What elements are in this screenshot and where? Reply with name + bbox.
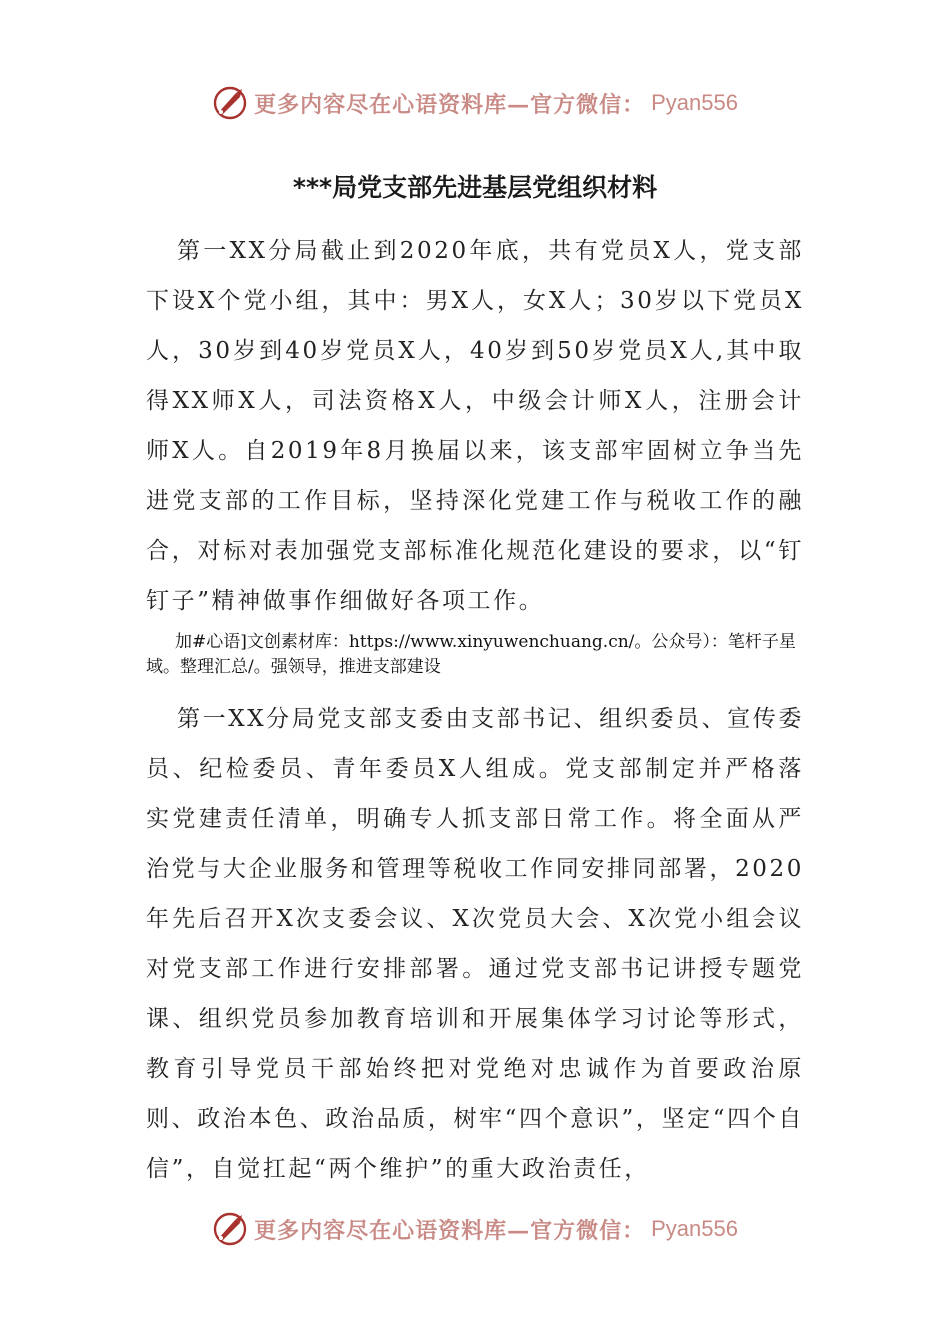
wechat-id: Pyan556 <box>651 1216 738 1241</box>
banner-text: 更多内容尽在心语资料库—官方微信： <box>254 1217 646 1244</box>
banner-text: 更多内容尽在心语资料库—官方微信： <box>254 91 646 118</box>
document-title: ***局党支部先进基层党组织材料 <box>292 173 658 202</box>
quill-pen-logo-icon <box>212 85 248 121</box>
wechat-id: Pyan556 <box>651 90 738 115</box>
paragraph-2: 第一XX分局党支部支委由支部书记、组织委员、宣传委员、纪检委员、青年委员X人组成。党支部制定并严格落实党建责任清单，明确专人抓支部日常工作。将全面从严治党与大企业服务和管理等税收工作同安排同部署，2020年先后召开X次支委会议、X次党员大会、X次党小组会议对党支部工作进行安排部署。通过党支部书记讲授专题党课、组织党员参加教育培训和开展集体学习讨论等形式，教育引导党员干部始终把对党绝对忠诚作为首要政治原则、政治本色、政治品质，树牢“四个意识”，坚定“四个自信”，自觉扛起“两个维护”的重大政治责任， <box>146 706 804 1182</box>
source-note: 加#心语]文创素材库：https://www.xinyuwenchuang.cn/。公众号）：笔杆子星域。整理汇总/。强领导，推进支部建设 <box>146 632 796 677</box>
paragraph-1: 第一XX分局截止到2020年底，共有党员X人，党支部下设X个党小组，其中：男X人，女X人；30岁以下党员X人，30岁到40岁党员X人，40岁到50岁党员X人,其中取得XX师X人，司法资格X人，中级会计师X人，注册会计师X人。自2019年8月换届以来，该支部牢固树立争当先进党支部的工作目标，坚持深化党建工作与税收工作的融合，对标对表加强党支部标准化规范化建设的要求，以“钉钉子”精神做事作细做好各项工作。 <box>146 238 804 614</box>
quill-pen-logo-icon <box>212 1211 248 1247</box>
footer-banner <box>0 1204 950 1254</box>
header-banner <box>0 78 950 128</box>
